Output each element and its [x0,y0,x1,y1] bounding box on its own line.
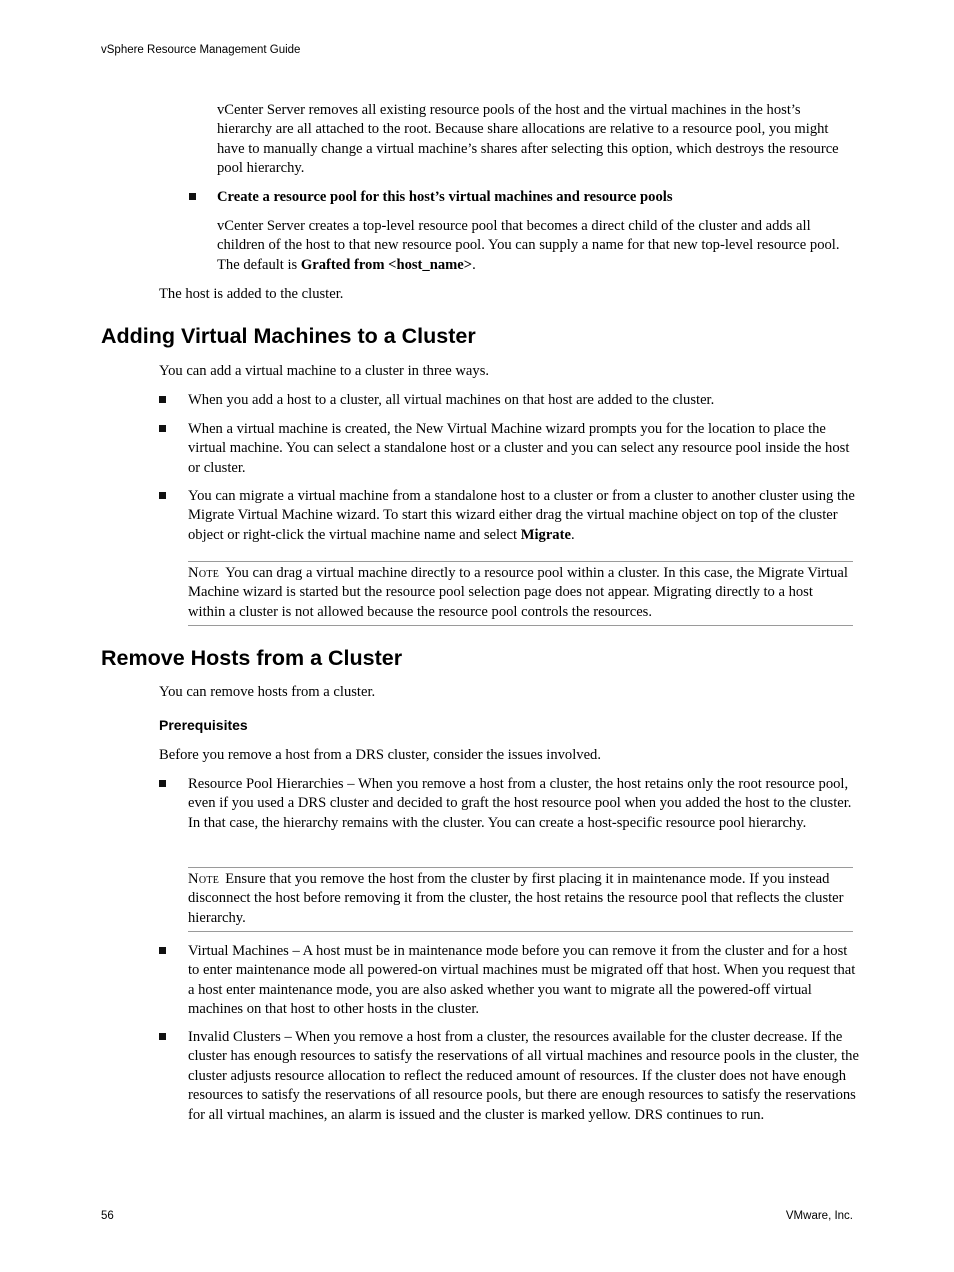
list-item-text: . [570,526,575,543]
paragraph-text: . [472,256,476,273]
page-number: 56 [101,1210,114,1222]
subheading: Prerequisites [159,717,248,733]
list-item: Virtual Machines – A host must be in maintenance mode before you can remove it from the cluster and for a host to enter maintenance mode all powered-on virtual machines must be migrated off that host. When you request that a host enter maintenance mode, you are also asked whether you want to migrate all the powered-off virtual machines on that host to other hosts in the cluster. [188,943,856,1018]
paragraph [217,217,857,275]
paragraph: vCenter Server removes all existing resource pools of the host and the virtual machines in the host’s hierarchy are all attached to the root. Because share allocations are relative to a resource pool, you might have to manually change a virtual machine’s shares after selecting this option, which destroys the resource pool hierarchy. [217,102,839,177]
footer-company: VMware, Inc. [785,1210,853,1222]
list-item: Resource Pool Hierarchies – When you remove a host from a cluster, the host retains only the root resource pool, even if you used a DRS cluster and decided to graft the host resource pool when you added the host to the cluster. In that case, the hierarchy remains with the cluster. You can create a host-specific resource pool hierarchy. [188,776,852,831]
section-title: Remove Hosts from a Cluster [101,646,403,670]
bullet-icon [189,188,199,198]
paragraph: Before you remove a host from a DRS cluster, consider the issues involved. [159,747,601,763]
list-item: Invalid Clusters – When you remove a host from a cluster, the resources available for the cluster decrease. If the cluster has enough resources to satisfy the reservations of all virtual machines and resource pools in the cluster, the cluster adjusts resource allocation to reflect the reduced amount of resources. If the cluster does not have enough resources to satisfy the reservations of all resource pools, but there are enough resources to satisfy the reservations for all virtual machines, an alarm is issued and the cluster is marked yellow. DRS continues to run. [188,1029,859,1123]
bullet-icon [159,420,169,430]
list-item: When you add a host to a cluster, all virtual machines on that host are added to the cluster. [188,392,715,408]
bullet-icon [159,391,169,401]
paragraph: You can add a virtual machine to a cluster in three ways. [159,363,490,379]
note-box [188,867,853,932]
bullet-icon [159,487,169,497]
section-title: Adding Virtual Machines to a Cluster [101,324,476,348]
bullet-icon [159,775,169,785]
paragraph: The host is added to the cluster. [159,286,344,302]
default-name: Grafted from <host_name> [300,256,473,273]
note-box [188,561,853,626]
running-header: vSphere Resource Management Guide [101,44,301,56]
note-label: Note [188,565,220,581]
list-item-text: You can migrate a virtual machine from a standalone host to a cluster or from a cluster to another cluster using the Migrate Virtual Machine wizard. To start this wizard either drag the virtual machine object on top of the cluster object or right-click the virtual machine name and select [188,488,855,543]
option-heading: Create a resource pool for this host’s virtual machines and resource pools [217,189,673,205]
bullet-icon [159,1028,169,1038]
list-item: When a virtual machine is created, the New Virtual Machine wizard prompts you for the location to place the virtual machine. You can select a standalone host or a cluster and you can select any resource pool inside the host or cluster. [188,421,850,476]
note-text: You can drag a virtual machine directly to a resource pool within a cluster. In this case, the Migrate Virtual Machine wizard is started but the resource pool selection page does not appear. Migrating directly to a host within a cluster is not allowed because the resource pool controls the resources. [188,565,848,620]
bullet-icon [159,942,169,952]
note-body [188,868,853,931]
paragraph: You can remove hosts from a cluster. [159,684,376,700]
menu-command: Migrate [520,526,571,543]
list-item [188,487,859,545]
paragraph-text: vCenter Server creates a top-level resource pool that becomes a direct child of the cluster and adds all children of the host to that new resource pool. You can supply a name for that new top-level resource pool. The default is [217,218,840,273]
note-label: Note [188,871,220,887]
note-body [188,562,853,625]
note-text: Ensure that you remove the host from the cluster by first placing it in maintenance mode. If you instead disconnect the host before removing it from the cluster, the host retains the resource pool that reflects the cluster hierarchy. [188,871,844,926]
